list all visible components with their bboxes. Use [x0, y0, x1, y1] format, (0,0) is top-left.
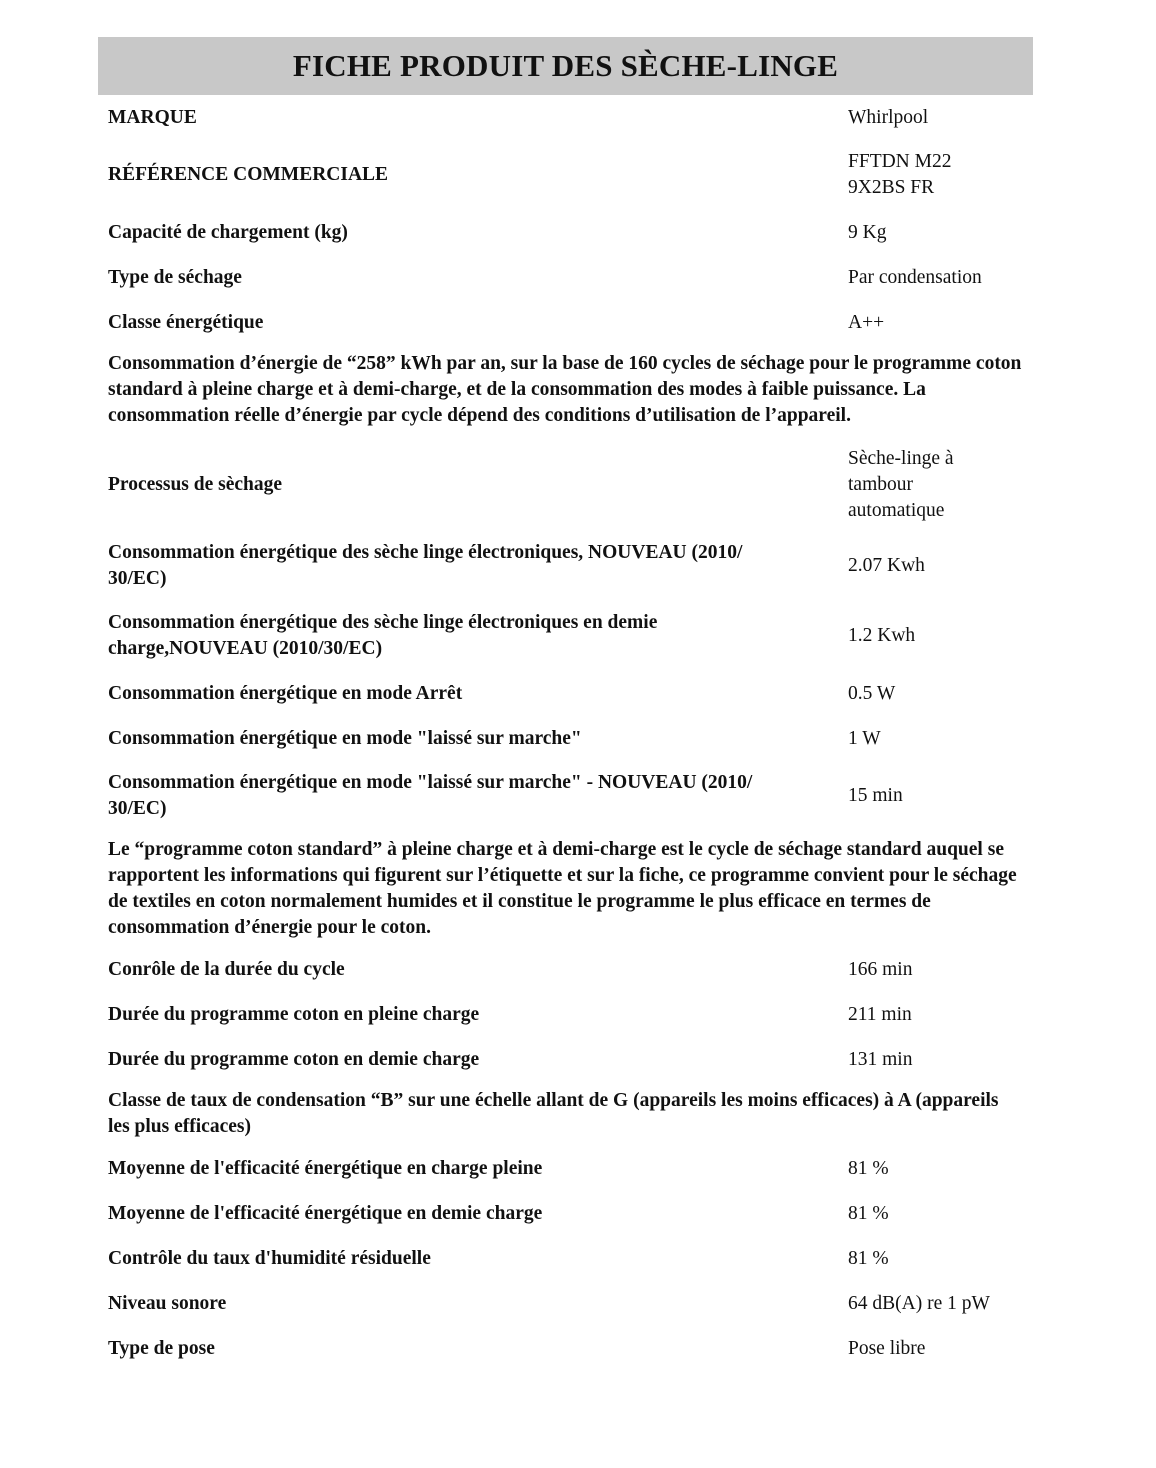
- row-value: 131 min: [848, 1048, 913, 1070]
- row-label: Niveau sonore: [108, 1292, 227, 1314]
- row-energy-class: [108, 300, 1023, 345]
- sheet-title: FICHE PRODUIT DES SÈCHE-LINGE: [98, 37, 1033, 95]
- row-label: Durée du programme coton en demie charge: [108, 1048, 480, 1070]
- row-value: Par condensation: [848, 266, 982, 288]
- row-label: Moyenne de l'efficacité énergétique en demie charge: [108, 1202, 543, 1224]
- row-value: 1.2 Kwh: [848, 625, 916, 646]
- row-half-load-duration: [108, 1037, 1023, 1082]
- row-label: Consommation énergétique en mode Arrêt: [108, 682, 463, 704]
- row-left-on-mode-duration: [108, 761, 1023, 831]
- row-energy-full-load: [108, 531, 1023, 601]
- row-value: 0.5 W: [848, 682, 896, 704]
- row-commercial-reference: [108, 140, 1023, 210]
- row-value: FFTDN M22 9X2BS FR: [848, 151, 952, 198]
- row-label: Consommation énergétique des sèche linge électroniques en demie charge,NOUVEAU (2010/30/EC): [108, 612, 658, 659]
- row-value: Whirlpool: [848, 106, 929, 128]
- row-label: Type de séchage: [108, 266, 242, 288]
- row-label: Contrôle du taux d'humidité résiduelle: [108, 1247, 431, 1269]
- row-energy-half-load: [108, 601, 1023, 671]
- row-drying-type: [108, 255, 1023, 300]
- row-label: Consommation énergétique en mode "laissé sur marche": [108, 727, 582, 749]
- row-value: 2.07 Kwh: [848, 555, 925, 576]
- row-efficiency-full-load: [108, 1146, 1023, 1191]
- row-value: 15 min: [848, 785, 903, 806]
- row-label: RÉFÉRENCE COMMERCIALE: [108, 164, 389, 185]
- row-value: 81 %: [848, 1202, 889, 1224]
- row-label: Consommation énergétique des sèche linge électroniques, NOUVEAU (2010/ 30/EC): [108, 542, 743, 589]
- row-label: Type de pose: [108, 1337, 215, 1359]
- row-label: Capacité de chargement (kg): [108, 221, 348, 243]
- row-value: 81 %: [848, 1157, 889, 1179]
- row-drying-process: [108, 435, 1023, 531]
- row-brand: [108, 95, 1023, 140]
- row-value: 81 %: [848, 1247, 889, 1269]
- energy-consumption-paragraph: Consommation d’énergie de “258” kWh par an, sur la base de 160 cycles de séchage pour le programme coton standard à pleine charge et à demi-charge, et de la consommation des modes à faible puissance. La consommation réelle d’énergie par cycle dépend des conditions d’utilisation de l’appareil.: [108, 353, 1022, 426]
- row-label: MARQUE: [108, 106, 197, 128]
- row-off-mode: [108, 671, 1023, 716]
- row-load-capacity: [108, 210, 1023, 255]
- row-value: A++: [848, 311, 885, 333]
- product-sheet: [98, 37, 1033, 1371]
- row-left-on-mode: [108, 716, 1023, 761]
- row-label: Consommation énergétique en mode "laissé sur marche" - NOUVEAU (2010/ 30/EC): [108, 772, 753, 819]
- row-value: Sèche-linge à tambour automatique: [848, 448, 954, 521]
- row-label: Moyenne de l'efficacité énergétique en charge pleine: [108, 1157, 543, 1179]
- row-efficiency-half-load: [108, 1191, 1023, 1236]
- row-cycle-duration: [108, 947, 1023, 992]
- row-label: Classe énergétique: [108, 311, 264, 333]
- row-value: Pose libre: [848, 1337, 926, 1359]
- standard-programme-paragraph: Le “programme coton standard” à pleine charge et à demi-charge est le cycle de séchage standard auquel se rapportent les informations qui figurent sur l’étiquette et sur la fiche, ce programme convient pour le séchage de textiles en coton normalement humides et il constitue le programme le plus efficace en termes de consommation d’énergie pour le coton.: [108, 839, 1017, 938]
- row-value: 1 W: [848, 727, 881, 749]
- row-label: Processus de sèchage: [108, 474, 283, 495]
- row-label: Conrôle de la durée du cycle: [108, 958, 345, 980]
- spec-table: [98, 95, 1033, 1371]
- row-value: 64 dB(A) re 1 pW: [848, 1292, 990, 1314]
- row-noise-level: [108, 1281, 1023, 1326]
- row-installation-type: [108, 1326, 1023, 1371]
- row-residual-humidity: [108, 1236, 1023, 1281]
- condensation-class-paragraph: Classe de taux de condensation “B” sur une échelle allant de G (appareils les moins efficaces) à A (appareils les plus efficaces): [108, 1090, 999, 1137]
- row-label: Durée du programme coton en pleine charge: [108, 1003, 480, 1025]
- row-full-load-duration: [108, 992, 1023, 1037]
- row-value: 9 Kg: [848, 221, 887, 243]
- row-value: 166 min: [848, 958, 913, 980]
- row-value: 211 min: [848, 1003, 912, 1025]
